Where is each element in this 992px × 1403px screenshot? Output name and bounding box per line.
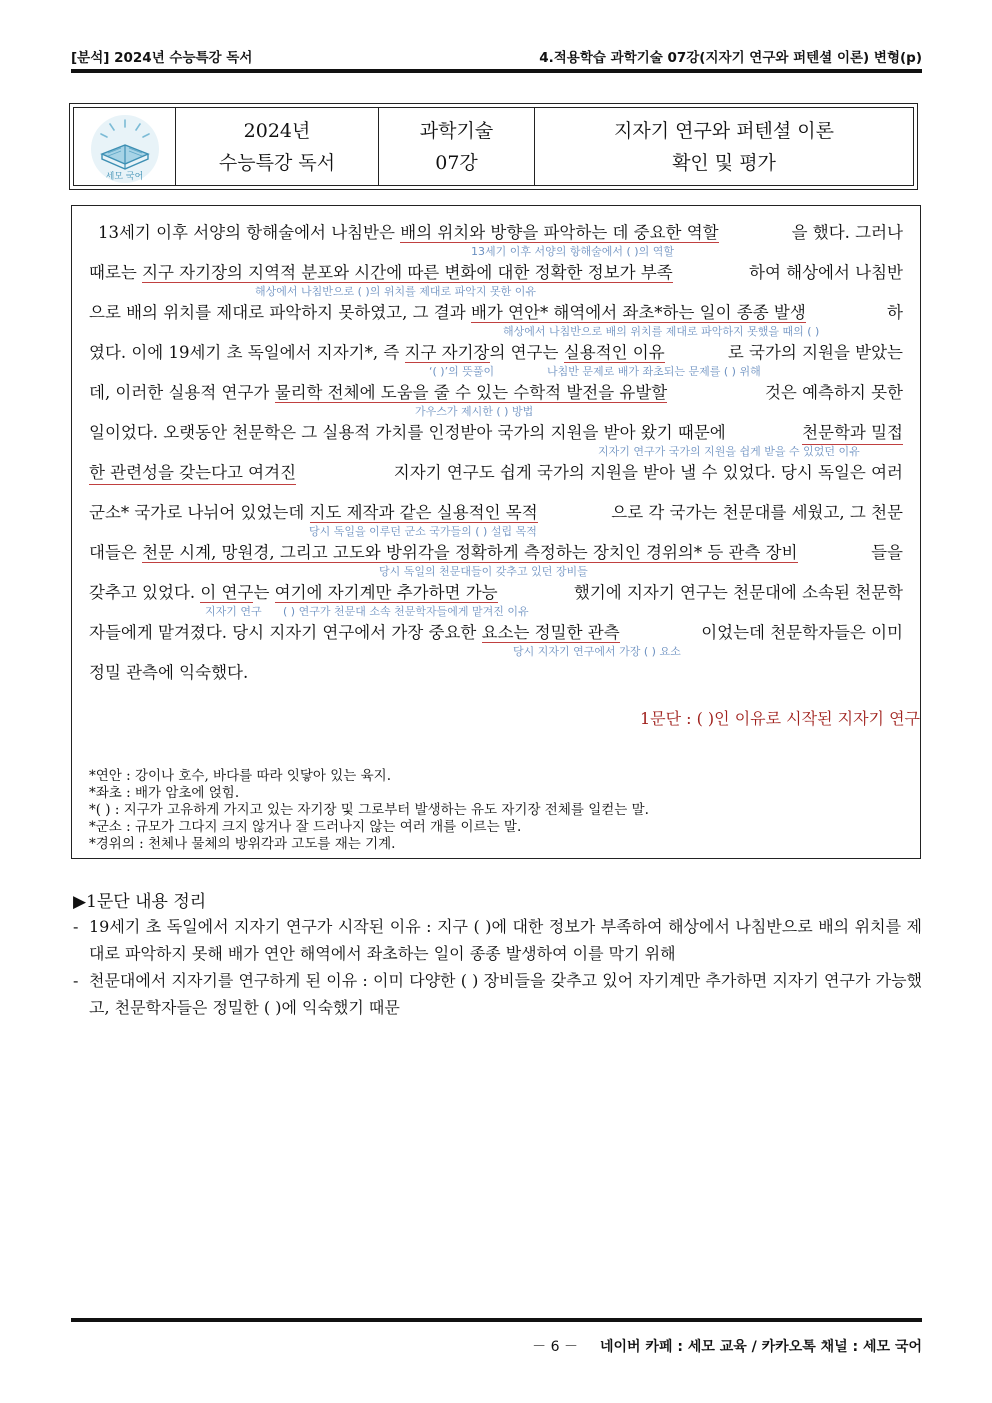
header-rule: [71, 69, 922, 73]
summary-text: 19세기 초 독일에서 지자기 연구가 시작된 이유 : 지구 ( )에 대한 정보가 부족하여 해상에서 나침반으로 배의 위치를 제대로 파악하지 못해 배가 연안 해역에서 좌초하는 일이 종종 발생하여 이를 막기 위해: [89, 917, 922, 963]
passage-text: 로 국가의 지원을 받았는: [727, 343, 903, 362]
underlined-phrase: 지구 자기장: [404, 343, 490, 362]
logo-cell: [74, 108, 176, 185]
footer-text: 네이버 카페 : 세모 교육 / 카카오톡 채널 : 세모 국어: [599, 1339, 922, 1355]
passage-text: 데, 이러한 실용적 연구가: [89, 383, 275, 402]
underlined-phrase: 천문학과 밀접: [802, 421, 903, 445]
underlined-phrase: 배가 연안* 해역에서 좌초*하는 일이 종종 발생: [470, 303, 806, 322]
summary-title: ▶1문단 내용 정리: [73, 892, 207, 912]
passage-line: [89, 221, 903, 245]
summary-item: - 천문대에서 지자기를 연구하게 된 이유 : 이미 다양한 ( ) 장비들을 갖추고 있어 자기계만 추가하면 지자기 연구가 가능했고, 천문학자들은 정밀한 ( )에 익숙했기 때문: [73, 967, 922, 1021]
underlined-phrase: 여기에 자기계만 추가하면 가능: [274, 583, 498, 602]
passage-line: [89, 661, 903, 685]
title-table: [69, 103, 918, 190]
passage-text: 으로 각 국가는 천문대를 세웠고, 그 천문: [611, 503, 903, 522]
note-item: *경위의 : 천체나 물체의 방위각과 고도를 재는 기계.: [89, 836, 396, 852]
passage-line: [89, 461, 903, 485]
passage-text: 하: [887, 303, 903, 322]
passage-text: 했기에 지자기 연구는 천문대에 소속된 천문학: [573, 583, 903, 602]
passage-text: 하여 해상에서 나침반: [749, 263, 903, 282]
annotation: 해상에서 나침반으로 ( )의 위치를 제대로 파악지 못한 이유: [255, 285, 536, 298]
title-purpose: 확인 및 평가: [672, 151, 776, 174]
passage-line: [89, 261, 903, 285]
header-right: 4.적용학습 과학기술 07강(지자기 연구와 퍼텐셜 이론) 변형(p): [539, 50, 922, 66]
passage-text: 갖추고 있었다.: [89, 583, 201, 602]
page-number: － 6 －: [532, 1339, 578, 1355]
title-subject: 과학기술: [419, 119, 494, 142]
summary-item: - 19세기 초 독일에서 지자기 연구가 시작된 이유 : 지구 ( )에 대한 정보가 부족하여 해상에서 나침반으로 배의 위치를 제대로 파악하지 못해 배가 연안 해역에서 좌초하는 일이 종종 발생하여 이를 막기 위해: [73, 913, 922, 967]
underlined-phrase: 이 연구: [200, 583, 254, 602]
annotation: 해상에서 나침반으로 배의 위치를 제대로 파악하지 못했을 때의 ( ): [503, 325, 820, 338]
note-item: *군소 : 규모가 그다지 크지 않거나 잘 드러나지 않는 여러 개를 이르는 말.: [89, 819, 522, 835]
annotation: ‘( )’의 뜻풀이: [429, 365, 495, 378]
annotation: 지자기 연구: [205, 605, 262, 618]
paragraph-summary: 1문단 : ( )인 이유로 시작된 지자기 연구: [639, 709, 920, 728]
passage-text: 군소* 국가로 나뉘어 있었는데: [89, 503, 310, 522]
underlined-phrase: 한 관련성을 갖는다고 여겨진: [89, 461, 296, 485]
underlined-phrase: 천문 시계, 망원경, 그리고 고도와 방위각을 정확하게 측정하는 장치인 경위의* 등 관측 장비: [142, 543, 798, 562]
passage-text: 지자기 연구도 쉽게 국가의 지원을 받아 낼 수 있었다. 당시 독일은 여러: [393, 463, 903, 482]
glossary-notes: [89, 768, 649, 853]
underlined-phrase: 지도 제작과 같은 실용적인 목적: [309, 503, 538, 522]
passage-text: 때로는: [89, 263, 143, 282]
summary-text: 천문대에서 지자기를 연구하게 된 이유 : 이미 다양한 ( ) 장비들을 갖추고 있어 자기계만 추가하면 지자기 연구가 가능했고, 천문학자들은 정밀한 ( )에 익숙했기 때문: [89, 971, 922, 1017]
annotation: 가우스가 제시한 ( ) 방법: [415, 405, 534, 418]
passage-box: [71, 205, 921, 859]
underlined-phrase: 배의 위치와 방향을 파악하는 데 중요한 역할: [400, 223, 719, 242]
passage-line: [89, 421, 903, 445]
annotation: 나침반 문제로 배가 좌초되는 문제를 ( ) 위해: [547, 365, 761, 378]
page-footer: [532, 1336, 922, 1356]
underlined-phrase: 지구 자기장의 지역적 분포와 시간에 따른 변화에 대한 정확한 정보가 부족: [142, 263, 673, 282]
passage-text: 들을: [871, 543, 903, 562]
note-item: *( ) : 지구가 고유하게 가지고 있는 자기장 및 그로부터 발생하는 유도 자기장 전체를 일컫는 말.: [89, 802, 649, 818]
passage-line: [89, 381, 903, 405]
passage-line: [89, 621, 903, 645]
passage-text: 의 연구는: [489, 343, 564, 362]
passage-text: 을 했다. 그러나: [791, 223, 903, 242]
annotation: 13세기 이후 서양의 항해술에서 ( )의 역할: [471, 245, 674, 258]
title-cell-unit: [379, 108, 535, 185]
title-year: 2024년: [243, 119, 311, 142]
annotation: 당시 지자기 연구에서 가장 ( ) 요소: [513, 645, 681, 658]
passage-text: 자들에게 맡겨졌다. 당시 지자기 연구에서 가장 중요한: [89, 623, 482, 642]
passage-line: [89, 581, 903, 605]
passage-text: 였다. 이에 19세기 초 독일에서 지자기*, 즉: [89, 343, 405, 362]
annotation: 당시 독일을 이루던 군소 국가들의 ( ) 설립 목적: [309, 525, 537, 538]
page-header: [71, 44, 922, 66]
annotation: 지자기 연구가 국가의 지원을 쉽게 받을 수 있었던 이유: [598, 445, 860, 458]
note-item: *좌초 : 배가 암초에 얹힘.: [89, 785, 240, 801]
annotation: 당시 독일의 천문대들이 갖추고 있던 장비들: [379, 565, 588, 578]
underlined-phrase: 요소는 정밀한 관측: [481, 623, 620, 642]
passage-text: 대들은: [89, 543, 143, 562]
passage-text: 13세기 이후 서양의 항해술에서 나침반은: [98, 223, 401, 242]
title-lesson: 07강: [435, 151, 478, 174]
note-item: *연안 : 강이나 호수, 바다를 따라 잇닿아 있는 육지.: [89, 768, 391, 784]
underlined-phrase: 물리학 전체에 도움을 줄 수 있는 수학적 발전을 유발할: [274, 383, 668, 402]
passage-line: [89, 501, 903, 525]
underlined-phrase: 실용적인 이유: [563, 343, 665, 362]
passage-line: [89, 341, 903, 365]
title-topic: 지자기 연구와 퍼텐셜 이론: [613, 119, 834, 142]
passage-line: [89, 541, 903, 565]
passage-text: 이었는데 천문학자들은 이미: [701, 623, 903, 642]
annotation: ( ) 연구가 천문대 소속 천문학자들에게 맡겨진 이유: [283, 605, 529, 618]
footer-rule: [71, 1318, 922, 1322]
passage-text: 정밀 관측에 익숙했다.: [89, 663, 249, 682]
passage-text: 으로 배의 위치를 제대로 파악하지 못하였고, 그 결과: [89, 303, 471, 322]
header-left: [분석] 2024년 수능특강 독서: [71, 50, 253, 66]
title-cell-year: [176, 108, 379, 185]
title-book: 수능특강 독서: [218, 151, 336, 174]
title-cell-topic: [535, 108, 913, 185]
passage-text: 일이었다. 오랫동안 천문학은 그 실용적 가치를 인정받아 국가의 지원을 받아 왔기 때문에: [89, 423, 726, 442]
passage-text: 것은 예측하지 못한: [764, 383, 903, 402]
passage-text: 는: [253, 583, 275, 602]
passage-line: [89, 301, 903, 325]
logo-text: 세모 국어: [105, 171, 144, 182]
